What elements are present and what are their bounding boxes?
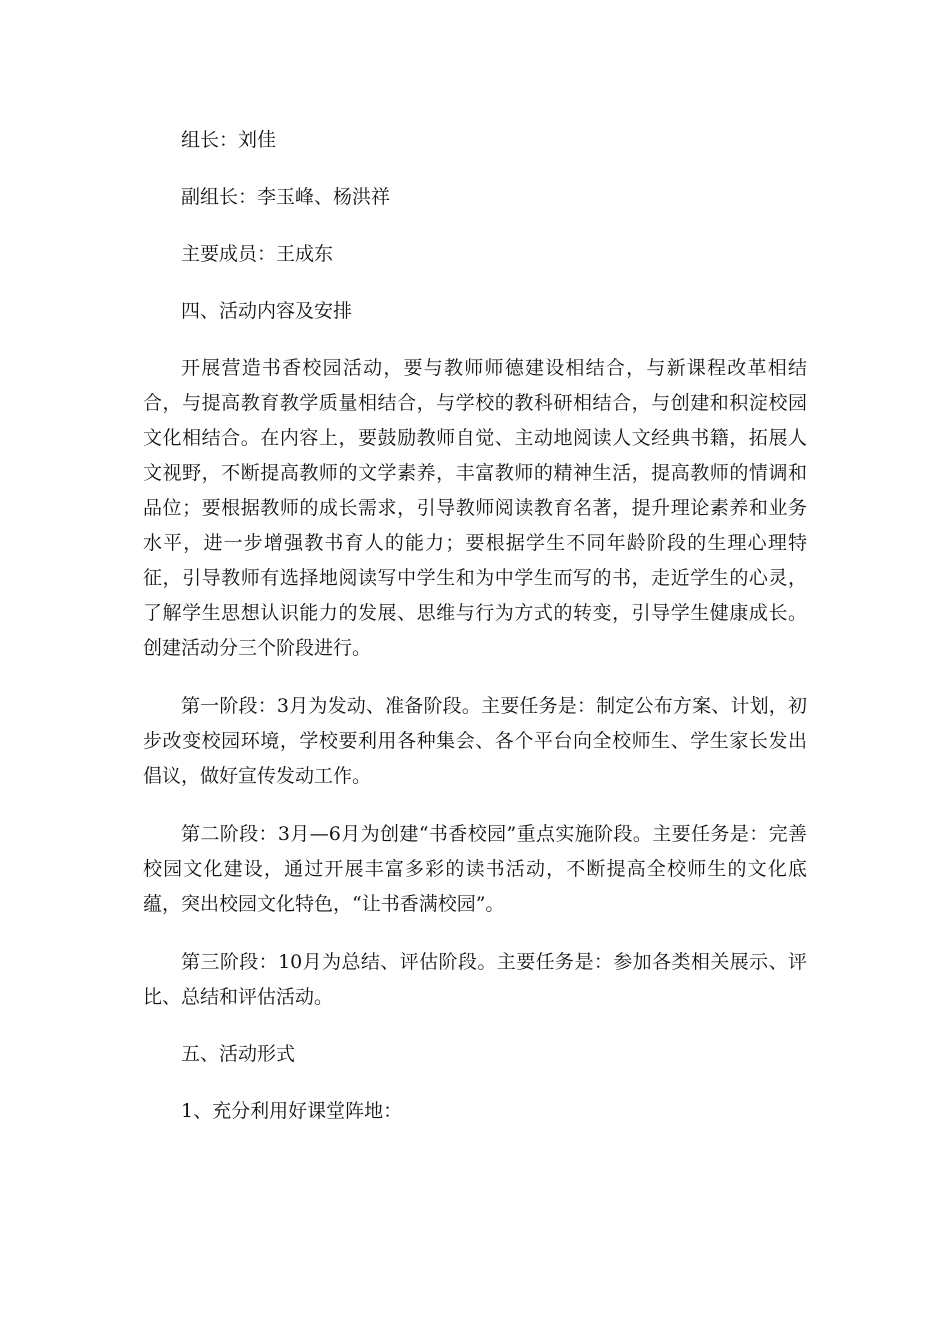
deputy-leader-line: 副组长：李玉峰、杨洪祥 xyxy=(181,186,391,208)
paragraph-stage-two: 第二阶段：3月—6月为创建“书香校园”重点实施阶段。主要任务是：完善校园文化建设，通过开展丰富多彩的读书活动，不断提高全校师生的文化底蕴，突出校园文化特色，“让书香满校园”。 xyxy=(143,823,807,915)
paragraph-stage-one: 第一阶段：3月为发动、准备阶段。主要任务是：制定公布方案、计划，初步改变校园环境，学校要利用各种集会、各个平台向全校师生、学生家长发出倡议，做好宣传发动工作。 xyxy=(143,695,807,787)
paragraph-activity-overview: 开展营造书香校园活动，要与教师师德建设相结合，与新课程改革相结合，与提高教育教学质量相结合，与学校的教科研相结合，与创建和积淀校园文化相结合。在内容上，要鼓励教师自觉、主动地阅读人文经典书籍，拓展人文视野，不断提高教师的文学素养，丰富教师的精神生活，提高教师的情调和品位；要根据教师的成长需求，引导教师阅读教育名著，提升理论素养和业务水平，进一步增强教书育人的能力；要根据学生不同年龄阶段的生理心理特征，引导教师有选择地阅读写中学生和为中学生而写的书，走近学生的心灵，了解学生思想认识能力的发展、思维与行为方式的转变，引导学生健康成长。创建活动分三个阶段进行。 xyxy=(143,357,807,659)
section-heading-activity-content: 四、活动内容及安排 xyxy=(181,300,353,322)
group-leader-line: 组长：刘佳 xyxy=(181,129,277,151)
main-members-line: 主要成员：王成东 xyxy=(181,243,334,265)
paragraph-stage-three: 第三阶段：10月为总结、评估阶段。主要任务是：参加各类相关展示、评比、总结和评估活动。 xyxy=(143,951,807,1008)
section-heading-activity-form: 五、活动形式 xyxy=(181,1043,296,1065)
document-body xyxy=(143,123,807,1151)
list-item-classroom: 1、充分利用好课堂阵地： xyxy=(181,1100,403,1122)
